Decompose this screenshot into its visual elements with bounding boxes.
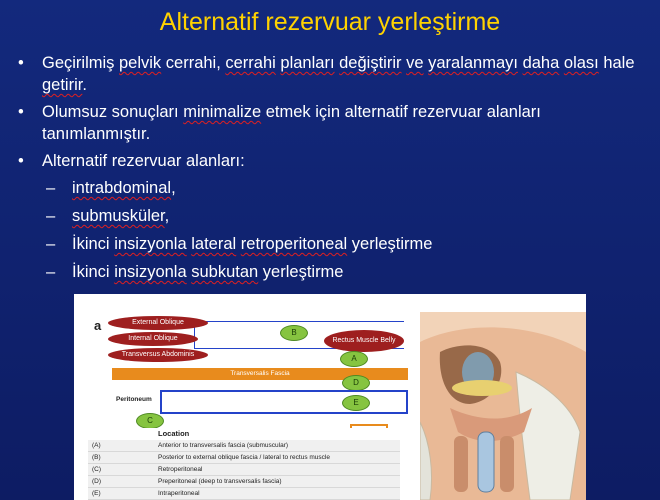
spellcheck-word: olası — [563, 54, 599, 72]
table-header-row — [88, 428, 400, 440]
marker-a: A — [340, 351, 368, 367]
text-segment: Geçirilmiş — [42, 54, 119, 72]
bullet-dot: • — [18, 54, 24, 72]
slide-title: Alternatif rezervuar yerleştirme — [159, 8, 501, 36]
location-table — [88, 428, 400, 500]
spellcheck-word: değiştirir — [339, 54, 402, 72]
sub-item-text — [72, 179, 176, 197]
table-cell-key: (E) — [92, 490, 101, 497]
text-segment: Alternatif rezervuar alanları: — [42, 152, 245, 170]
table-row — [88, 464, 400, 476]
dash-marker: – — [46, 235, 56, 253]
spellcheck-word: yaralanmayı — [428, 54, 518, 72]
sub-item — [16, 177, 652, 199]
dash-marker: – — [46, 179, 56, 197]
transversalis-fascia: Transversalis Fascia — [112, 368, 408, 380]
spellcheck-word: intrabdominal — [72, 179, 172, 197]
table-cell-value: Intraperitoneal — [158, 490, 200, 497]
table-header-location: Location — [158, 429, 190, 438]
marker-d: D — [342, 375, 370, 391]
table-row — [88, 476, 400, 488]
spellcheck-word: getirir — [42, 76, 83, 94]
marker-c: C — [136, 413, 164, 429]
spellcheck-word: planları — [280, 54, 335, 72]
text-segment: Olumsuz sonuçları — [42, 103, 184, 121]
table-cell-key: (D) — [92, 478, 102, 485]
spellcheck-word: subkutan — [191, 263, 259, 281]
text-segment: etmek için alternatif rezervuar alanları tanımlanmıştır. — [42, 103, 541, 143]
sub-item — [16, 233, 652, 255]
text-segment: yerleştirme — [347, 235, 433, 253]
spellcheck-word: insizyonla — [114, 263, 187, 281]
figure-panel-b-illustration — [420, 312, 586, 500]
table-cell-key: (B) — [92, 454, 101, 461]
table-row — [88, 452, 400, 464]
connector-line — [194, 321, 404, 322]
table-cell-key: (C) — [92, 466, 102, 473]
sub-item-text — [72, 263, 343, 281]
table-cell-value: Retroperitoneal — [158, 466, 203, 473]
bullet-item — [16, 150, 652, 172]
text-segment: , — [164, 207, 170, 225]
dash-marker: – — [46, 263, 56, 281]
marker-b: B — [280, 325, 308, 341]
table-cell-value: Anterior to transversalis fascia (submuscular) — [158, 442, 289, 449]
spellcheck-word: insizyonla — [114, 235, 187, 253]
table-cell-key: (A) — [92, 442, 101, 449]
spellcheck-word: pelvik — [119, 54, 162, 72]
pelvic-anatomy-illustration — [420, 312, 586, 500]
bullet-text — [42, 103, 541, 143]
dash-marker: – — [46, 207, 56, 225]
bullet-list — [16, 52, 652, 289]
sub-item-text — [72, 207, 169, 225]
spellcheck-word: daha — [522, 54, 560, 72]
text-segment: cerrahi, — [161, 54, 226, 72]
table-row — [88, 488, 400, 500]
text-segment: , — [171, 179, 176, 197]
spellcheck-word: ve — [406, 54, 424, 72]
spellcheck-word: cerrahi — [225, 54, 276, 72]
text-segment: . — [82, 76, 87, 94]
marker-e: E — [342, 395, 370, 411]
spellcheck-word: retroperitoneal — [240, 235, 348, 253]
anatomy-figure — [74, 294, 586, 500]
text-segment: İkinci — [72, 235, 115, 253]
bullet-text — [42, 152, 245, 170]
rectus-muscle: Rectus Muscle Belly — [324, 330, 404, 352]
table-cell-value: Preperitoneal (deep to transversalis fascia) — [158, 478, 282, 485]
bullet-dot: • — [18, 103, 24, 121]
text-segment: hale — [598, 54, 635, 72]
sub-item-text — [72, 235, 432, 253]
spellcheck-word: submusküler — [72, 207, 165, 225]
table-row — [88, 440, 400, 452]
bullet-dot: • — [18, 152, 24, 170]
bullet-item — [16, 101, 652, 145]
sub-item — [16, 205, 652, 227]
bullet-text — [42, 54, 635, 94]
internal-oblique-muscle: Internal Oblique — [108, 332, 198, 346]
bullet-item — [16, 52, 652, 96]
panel-a-label: a — [94, 318, 102, 333]
transversus-abdominis-muscle: Transversus Abdominis — [108, 348, 208, 362]
peritoneum-box — [160, 390, 408, 414]
sub-item — [16, 261, 652, 283]
text-segment: İkinci — [72, 263, 115, 281]
spellcheck-word: minimalize — [183, 103, 262, 121]
figure-panel-a — [74, 294, 404, 500]
spellcheck-word: lateral — [191, 235, 237, 253]
table-cell-value: Posterior to external oblique fascia / lateral to rectus muscle — [158, 454, 330, 461]
text-segment: yerleştirme — [258, 263, 344, 281]
peritoneum-label: Peritoneum — [116, 396, 152, 403]
external-oblique-muscle: External Oblique — [108, 316, 208, 330]
